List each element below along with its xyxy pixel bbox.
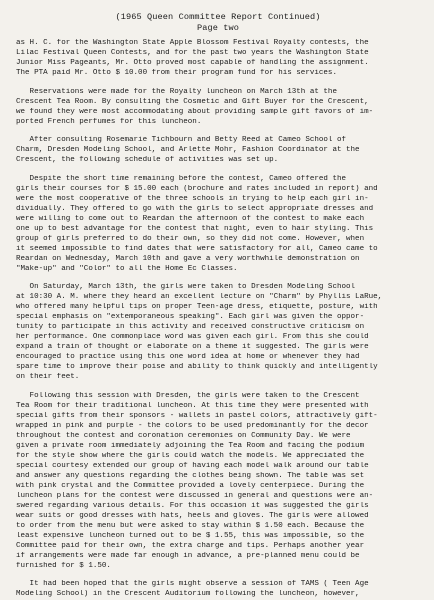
text-line: Following this session with Dresden, the girls were taken to the Crescent	[16, 391, 360, 400]
text-line: dividually. They offered to go with the girls to select appropriate dresses and	[16, 204, 374, 213]
text-line: least expensive luncheon turned out to be $ 1.55, this was impossible, so the	[16, 531, 365, 540]
text-line: were willing to come out to Reardan the afternoon of the contest to make each	[16, 214, 365, 223]
text-line: one up to best advantage for the contest that night, even to hair styling. This	[16, 224, 374, 233]
paragraph	[16, 282, 420, 382]
text-line: wear suits or good dresses with hats, heels and gloves. The girls were allowed	[16, 511, 369, 520]
text-line: "Make-up" and "Color" to all the Home Ec Classes.	[16, 264, 238, 273]
text-line: girls their courses for $ 15.00 each (brochure and rates included in report) and	[16, 184, 378, 193]
text-line: Charm, Dresden Modeling School, and Arlette Mohr, Fashion Coordinator at the	[16, 146, 360, 154]
paragraph	[16, 579, 420, 599]
text-line: group of girls preferred to do their own, so they did not come. However, when	[16, 234, 365, 243]
text-line: Reservations were made for the Royalty luncheon on March 13th at the	[16, 87, 337, 96]
text-line: Tea Room for their traditional luncheon. At this time they were presented with	[16, 401, 369, 410]
text-line: spare time to improve their poise and ability to think quickly and intelligently	[16, 363, 378, 371]
text-line: who offered many helpful tips on proper Teen-age dress, etiquette, posture, with	[16, 303, 378, 311]
text-line: special courtesy extended our group of having each model walk around our table	[16, 461, 369, 470]
text-line: as H. C. for the Washington State Apple Blossom Festival Royalty contests, the	[16, 39, 369, 47]
text-line: were the most cooperative of the three schools in trying to help each girl in-	[16, 194, 369, 203]
text-line: throughout the contest and coronation ceremonies on Community Day. We were	[16, 431, 351, 440]
text-line: wrapped in pink and purple - the colors to be used predominantly for the decor	[16, 421, 369, 430]
text-line: special gifts from their sponsors - wallets in pastel colors, attractively gift-	[16, 411, 378, 420]
paragraph	[16, 135, 420, 165]
text-line: to order from the menu but were asked to stay within $ 1.50 each. Because the	[16, 521, 365, 530]
report-title: (1965 Queen Committee Report Continued)	[115, 12, 321, 22]
text-line: Junior Miss Pageants, Mr. Otto proved most capable of handling the assignment.	[16, 59, 369, 67]
text-line: Despite the short time remaining before the contest, Cameo offered the	[16, 174, 347, 183]
text-line: encouraged to practice using this one word idea at home or whenever they had	[16, 353, 360, 361]
text-line: The PTA paid Mr. Otto $ 10.00 from their program fund for his services.	[16, 69, 337, 77]
text-line: On Saturday, March 13th, the girls were taken to Dresden Modeling School	[16, 283, 356, 291]
text-line: furnished for $ 1.50.	[16, 561, 111, 570]
text-line: Crescent Tea Room. By consulting the Cosmetic and Gift Buyer for the Crescent,	[16, 97, 369, 106]
page-number-label: Page two	[196, 23, 240, 33]
report-body	[16, 38, 420, 599]
paragraph	[16, 174, 420, 274]
paragraph	[16, 38, 420, 78]
text-line: if arrangements were made far enough in advance, a pre-planned menu could be	[16, 551, 360, 560]
page-header	[16, 12, 420, 34]
text-line: tunity to participate in this activity and received constructive criticism on	[16, 323, 365, 331]
text-line: on their feet.	[16, 373, 80, 381]
text-line: expand a train of thought or elaborate on a theme it suggested. The girls were	[16, 343, 369, 351]
text-line: After consulting Rosemarie Tichbourn and Betty Reed at Cameo School of	[16, 136, 347, 144]
text-line: it seemed impossible to find dates that were satisfactory for all, Cameo came to	[16, 244, 378, 253]
text-line: we found they were most accommodating about providing sample gift favors of im-	[16, 107, 374, 116]
text-line: ported French perfumes for this luncheon.	[16, 117, 202, 126]
text-line: Reardan on Wednesday, March 10th and gave a very worthwhile demonstration on	[16, 254, 360, 263]
text-line: Modeling School) in the Crescent Auditorium following the luncheon, however,	[16, 590, 360, 598]
text-line: Lilac Festival Queen Contests, and for the past two years the Washington State	[16, 49, 369, 57]
paragraph	[16, 391, 420, 571]
text-line: special emphasis on "extemporaneous speaking". Each girl was given the oppor-	[16, 313, 365, 321]
text-line: luncheon plans for the contest were discussed in general and questions were an-	[16, 491, 374, 500]
text-line: given a private room immediately adjoining the Tea Room and facing the podium	[16, 441, 365, 450]
text-line: swered regarding various details. For this occasion it was suggested the girls	[16, 501, 369, 510]
text-line: for the style show where the girls could watch the models. We appreciated the	[16, 451, 365, 460]
text-line: Committee paid for their own, the extra charge and tips. Perhaps another year	[16, 541, 365, 550]
text-line: and answer any questions regarding the clothes being shown. The table was set	[16, 471, 365, 480]
text-line: her performance. One commonplace word was given each girl. From this she could	[16, 333, 369, 341]
text-line: with pink crystal and the Committee provided a lovely centerpiece. During the	[16, 481, 365, 490]
paragraph	[16, 87, 420, 127]
text-line: at 10:30 A. M. where they heard an excellent lecture on "Charm" by Phyllis LaRue,	[16, 293, 383, 301]
text-line: It had been hoped that the girls might observe a session of TAMS ( Teen Age	[16, 580, 369, 588]
text-line: Crescent, the following schedule of activities was set up.	[16, 156, 279, 164]
